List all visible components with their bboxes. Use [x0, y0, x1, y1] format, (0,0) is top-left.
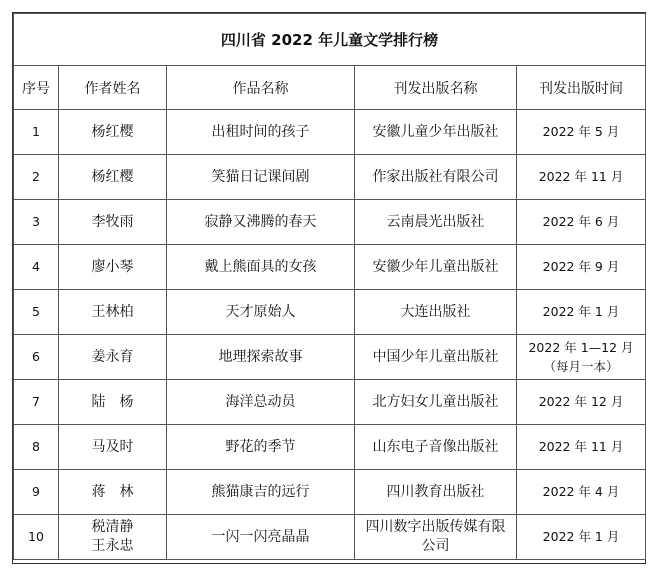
cell-publisher: 北方妇女儿童出版社: [355, 380, 517, 425]
cell-author: 李牧雨: [59, 200, 167, 245]
cell-author: [59, 515, 167, 560]
cell-publisher-line2: 公司: [421, 538, 450, 554]
table-row: [14, 425, 646, 470]
table-row: [14, 335, 646, 380]
title-row: [14, 14, 646, 66]
cell-work: 野花的季节: [167, 425, 355, 470]
cell-time: 2022 年 1 月: [517, 290, 646, 335]
table-row: [14, 380, 646, 425]
cell-time: 2022 年 1 月: [517, 515, 646, 560]
header-author: 作者姓名: [59, 66, 167, 110]
table-title: 四川省 2022 年儿童文学排行榜: [14, 14, 646, 66]
cell-author: 蒋 林: [59, 470, 167, 515]
cell-time: 2022 年 11 月: [517, 425, 646, 470]
cell-author-line2: 王永忠: [91, 538, 134, 554]
cell-author: 王林柏: [59, 290, 167, 335]
table-row: [14, 200, 646, 245]
cell-publisher: [355, 515, 517, 560]
cell-time-line1: 2022 年 1—12 月: [528, 340, 634, 355]
cell-time: 2022 年 9 月: [517, 245, 646, 290]
cell-work: 一闪一闪亮晶晶: [167, 515, 355, 560]
cell-publisher-line1: 四川数字出版传媒有限: [365, 519, 506, 535]
cell-work: 海洋总动员: [167, 380, 355, 425]
cell-time: 2022 年 12 月: [517, 380, 646, 425]
cell-publisher: 安徽少年儿童出版社: [355, 245, 517, 290]
cell-publisher: 作家出版社有限公司: [355, 155, 517, 200]
cell-no: 6: [14, 335, 59, 380]
cell-no: 1: [14, 110, 59, 155]
cell-time: 2022 年 5 月: [517, 110, 646, 155]
cell-publisher: 云南晨光出版社: [355, 200, 517, 245]
cell-time-line2: （每月一本）: [543, 359, 619, 374]
table-row: [14, 470, 646, 515]
cell-no: 5: [14, 290, 59, 335]
cell-time: 2022 年 6 月: [517, 200, 646, 245]
cell-work: 天才原始人: [167, 290, 355, 335]
header-time: 刊发出版时间: [517, 66, 646, 110]
table-row: [14, 290, 646, 335]
table-row: [14, 155, 646, 200]
cell-work: 笑猫日记课间剧: [167, 155, 355, 200]
cell-no: 4: [14, 245, 59, 290]
cell-no: 10: [14, 515, 59, 560]
header-work: 作品名称: [167, 66, 355, 110]
table-row: [14, 110, 646, 155]
table-row: [14, 515, 646, 560]
ranking-sheet: [12, 12, 646, 564]
cell-author: 姜永育: [59, 335, 167, 380]
cell-publisher: 山东电子音像出版社: [355, 425, 517, 470]
cell-no: 7: [14, 380, 59, 425]
cell-time: 2022 年 11 月: [517, 155, 646, 200]
header-publisher: 刊发出版名称: [355, 66, 517, 110]
cell-author: 杨红樱: [59, 155, 167, 200]
cell-no: 8: [14, 425, 59, 470]
cell-work: 出租时间的孩子: [167, 110, 355, 155]
cell-publisher: 四川教育出版社: [355, 470, 517, 515]
cell-time: [517, 335, 646, 380]
cell-publisher: 大连出版社: [355, 290, 517, 335]
header-row: [14, 66, 646, 110]
cell-work: 戴上熊面具的女孩: [167, 245, 355, 290]
cell-author-line1: 税清静: [91, 519, 134, 535]
cell-time: 2022 年 4 月: [517, 470, 646, 515]
cell-work: 熊猫康吉的远行: [167, 470, 355, 515]
table-row: [14, 245, 646, 290]
cell-author: 杨红樱: [59, 110, 167, 155]
cell-work: 地理探索故事: [167, 335, 355, 380]
cell-no: 9: [14, 470, 59, 515]
cell-publisher: 安徽儿童少年出版社: [355, 110, 517, 155]
cell-author: 马及时: [59, 425, 167, 470]
cell-author: 陆 杨: [59, 380, 167, 425]
ranking-table: [13, 13, 646, 560]
cell-no: 3: [14, 200, 59, 245]
cell-author: 廖小琴: [59, 245, 167, 290]
cell-publisher: 中国少年儿童出版社: [355, 335, 517, 380]
cell-no: 2: [14, 155, 59, 200]
cell-work: 寂静又沸腾的春天: [167, 200, 355, 245]
header-no: 序号: [14, 66, 59, 110]
